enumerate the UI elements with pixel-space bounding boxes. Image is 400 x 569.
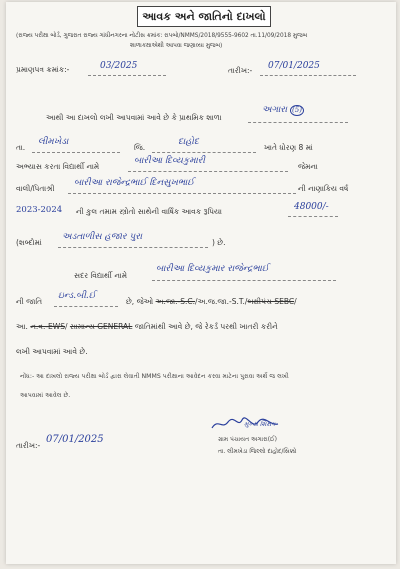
- certificate-page: [6, 2, 396, 564]
- body-line-3-end: જેમના: [298, 162, 318, 171]
- district-value: દાહોદ: [178, 137, 199, 147]
- school-number: (5): [292, 106, 302, 114]
- certificate-title: આવક અને જાતિનો દાખલો: [137, 6, 271, 27]
- body-line-3-text: અભ્યાસ કરતા વિદ્યાર્થી નામે: [16, 162, 100, 171]
- words-close: ) છે.: [212, 238, 226, 247]
- signature-name: મુખ્ય શિક્ષક: [244, 420, 276, 428]
- body-line-7-text: સદર વિદ્યાર્થી નામે: [74, 271, 128, 280]
- category-st: અ.જ.જા.-S.T.: [197, 297, 245, 306]
- guardian-name: બારીઆ રાજેન્દ્રભાઈ દિનસુખભાઈ: [74, 178, 195, 188]
- cert-number-label: પ્રમાણપત્ર ક્રમાંક:-: [16, 65, 70, 74]
- caste-value: ઇન્ડ.બી.ઈ: [58, 291, 96, 301]
- student-full-name: બારીઆ દિવ્યકુમાર રાજેન્દ્રભાઈ: [156, 264, 269, 274]
- body-line-4-end: ની નાણાકિય વર્ષ: [298, 184, 349, 193]
- body-line-8-mid: છે, જેઓ અ.જા.-S.C./અ.જ.જા.-S.T./બક્ષીપંચ SEBC/: [126, 297, 297, 306]
- income-value: 48000/-: [294, 202, 329, 212]
- caste-label: ની જાતિ: [16, 297, 43, 306]
- subtitle-line-2: શાળાકક્ષાએથી આપવા જણાવ્યા મુજબ): [130, 43, 223, 49]
- body-line-1-text: આથી આ દાખલો લખી આપવામાં આવે છે કે પ્રાથમિક શાળા: [46, 113, 222, 122]
- note-line-1: નોંધ:- આ દાખલો રાજ્ય પરીક્ષા બોર્ડ દ્વારા લેવાતી NMMS પરીક્ષાના આવેદન કરવા માટેના પુરાવા અર્થે જ લખી: [20, 373, 289, 380]
- words-label: (શબ્દોમાં: [16, 238, 42, 247]
- guardian-label: વાલી/પિતાશ્રી: [16, 184, 55, 193]
- top-date-label: તારીખ:-: [228, 66, 253, 75]
- district-label: જિ.: [134, 143, 146, 152]
- school-name: અગારા (5): [262, 105, 302, 115]
- category-sc: અ.જા.-S.C.: [155, 297, 196, 306]
- subtitle-line-1: (રાજ્ય પરીક્ષા બોર્ડ, ગુજરાત રાજ્ય ગાંધીનગરના નોટીસ ક્રમાંક: રાપબો/NMMS/2018/9555-9602 તા.11/09/2018 મુજબ: [16, 33, 308, 39]
- category-sebc: બક્ષીપંચ SEBC: [247, 297, 295, 306]
- top-date-value: 07/01/2025: [268, 61, 320, 71]
- signature-line-3: તા. લીમખેડા જિલ્લો દાહોદ/સિક્કો: [218, 448, 297, 455]
- category-ews: ન.વ.-EWS: [30, 322, 65, 331]
- footer-date-label: તારીખ:-: [16, 441, 41, 450]
- note-line-2: આપવામાં આવેલ છે.: [20, 392, 71, 399]
- body-line-9: આ. ન.વ.-EWS/ સામાન્ય GENERAL જાતિમાંથી આવે છે, જે રેકર્ડ પરથી ખાતરી કરીને: [16, 322, 278, 331]
- financial-year: 2023-2024: [16, 205, 63, 215]
- taluka-value: લીમખેડા: [38, 137, 69, 147]
- signature-line-2: ગ્રામ પંચાયત અગારા(ઈ): [218, 436, 278, 443]
- student-name-short: બારીઆ દિવ્યકુમારી: [134, 156, 206, 166]
- income-in-words: અડતાળીસ હજાર પુરા: [62, 232, 143, 242]
- body-line-10: લખી આપવામાં આવે છે.: [16, 347, 88, 356]
- footer-date-value: 07/01/2025: [46, 434, 104, 445]
- cert-number-value: 03/2025: [100, 61, 138, 71]
- category-general: સામાન્ય GENERAL: [69, 322, 133, 331]
- body-line-5-text: ની કુલ તમામ સ્ત્રોતો સાથેની વાર્ષિક આવક રૂપિયા: [76, 207, 223, 216]
- taluka-label: તા.: [16, 143, 26, 152]
- body-line-2-text: ખાતે ધોરણ 8 માં: [264, 143, 313, 152]
